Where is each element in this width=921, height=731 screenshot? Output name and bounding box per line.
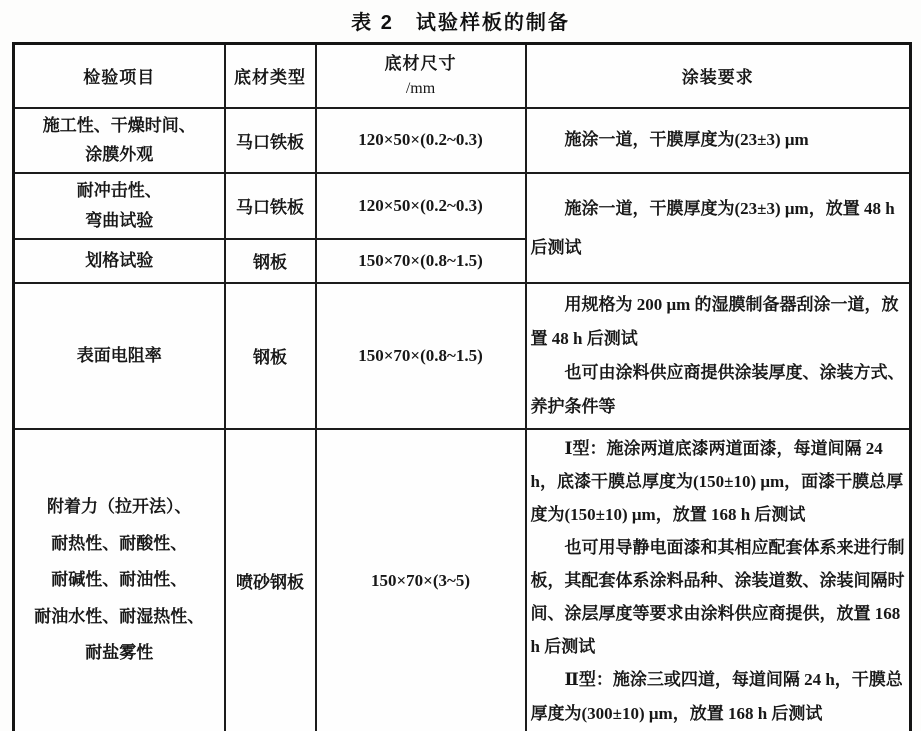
requirement-paragraph: 也可由涂料供应商提供涂装厚度、涂装方式、养护条件等 [530, 362, 905, 416]
substrate-size-unit: /mm [405, 79, 436, 97]
requirement-paragraph: 也可用导静电面漆和其相应配套体系来进行制板，其配套体系涂料品种、涂装道数、涂装间隔时间、涂层厚度等要求由涂料供应商提供，放置 168 h 后测试 [530, 537, 905, 657]
test-panel-preparation-table [12, 42, 912, 731]
item-line: 施工性、干燥时间、 [42, 115, 196, 135]
cell-substrate-4: 钢板 [225, 283, 316, 429]
item-line: 耐油水性、耐湿热性、 [34, 606, 205, 626]
cell-size-3: 150×70×(0.8~1.5) [316, 239, 526, 283]
table-row-1 [14, 108, 911, 174]
cell-inspection-items-3 [14, 239, 225, 283]
cell-size-5: 150×70×(3~5) [316, 429, 526, 731]
table-title: 表 2 试验样板的制备 [351, 12, 570, 34]
cell-size-4: 150×70×(0.8~1.5) [316, 283, 526, 429]
item-line: 划格试验 [85, 250, 154, 270]
col-header-substrate-size [316, 44, 526, 108]
col-header-substrate-type: 底材类型 [225, 44, 316, 108]
cell-substrate-3: 钢板 [225, 239, 316, 283]
requirement-paragraph: 施涂一道，干膜厚度为(23±3) μm [564, 130, 809, 150]
item-line: 表面电阻率 [76, 345, 162, 365]
item-line: 耐盐雾性 [85, 643, 154, 663]
item-line: 耐碱性、耐油性、 [51, 570, 188, 590]
requirement-paragraph: 用规格为 200 μm 的湿膜制备器刮涂一道，放置 48 h 后测试 [530, 294, 899, 348]
requirement-paragraph: 施涂一道，干膜厚度为(23±3) μm，放置 48 h 后测试 [530, 198, 895, 257]
cell-size-1: 120×50×(0.2~0.3) [316, 108, 526, 174]
cell-inspection-items-2 [14, 173, 225, 239]
substrate-size-label: 底材尺寸 [384, 54, 457, 73]
cell-requirement-1 [526, 108, 911, 174]
col-header-inspection-item: 检验项目 [14, 44, 225, 108]
table-row-2 [14, 173, 911, 239]
cell-substrate-2: 马口铁板 [225, 173, 316, 239]
item-line: 附着力（拉开法）、 [47, 497, 192, 517]
cell-size-2: 120×50×(0.2~0.3) [316, 173, 526, 239]
cell-inspection-items-1 [14, 108, 225, 174]
cell-inspection-items-5 [14, 429, 225, 731]
col-header-coating-requirement: 涂装要求 [526, 44, 911, 108]
table-row-5 [14, 429, 911, 731]
requirement-paragraph: Ⅰ型：施涂两道底漆两道面漆，每道间隔 24 h，底漆干膜总厚度为(150±10) μm，面漆干膜总厚度为(150±10) μm，放置 168 h 后测试 [530, 438, 904, 524]
cell-requirement-2-3-merged [526, 173, 911, 283]
table-row-4 [14, 283, 911, 429]
requirement-paragraph: Ⅱ型：施涂三或四道，每道间隔 24 h，干膜总厚度为(300±10) μm，放置 168 h 后测试 [530, 670, 903, 723]
item-line: 耐冲击性、 [76, 181, 162, 200]
item-line: 耐热性、耐酸性、 [51, 533, 188, 553]
cell-inspection-items-4 [14, 283, 225, 429]
item-line: 弯曲试验 [85, 210, 154, 230]
cell-requirement-4 [526, 283, 911, 429]
item-line: 涂膜外观 [85, 145, 154, 165]
header-row [14, 44, 911, 108]
cell-requirement-5 [526, 429, 911, 731]
cell-substrate-1: 马口铁板 [225, 108, 316, 174]
cell-substrate-5: 喷砂钢板 [225, 429, 316, 731]
